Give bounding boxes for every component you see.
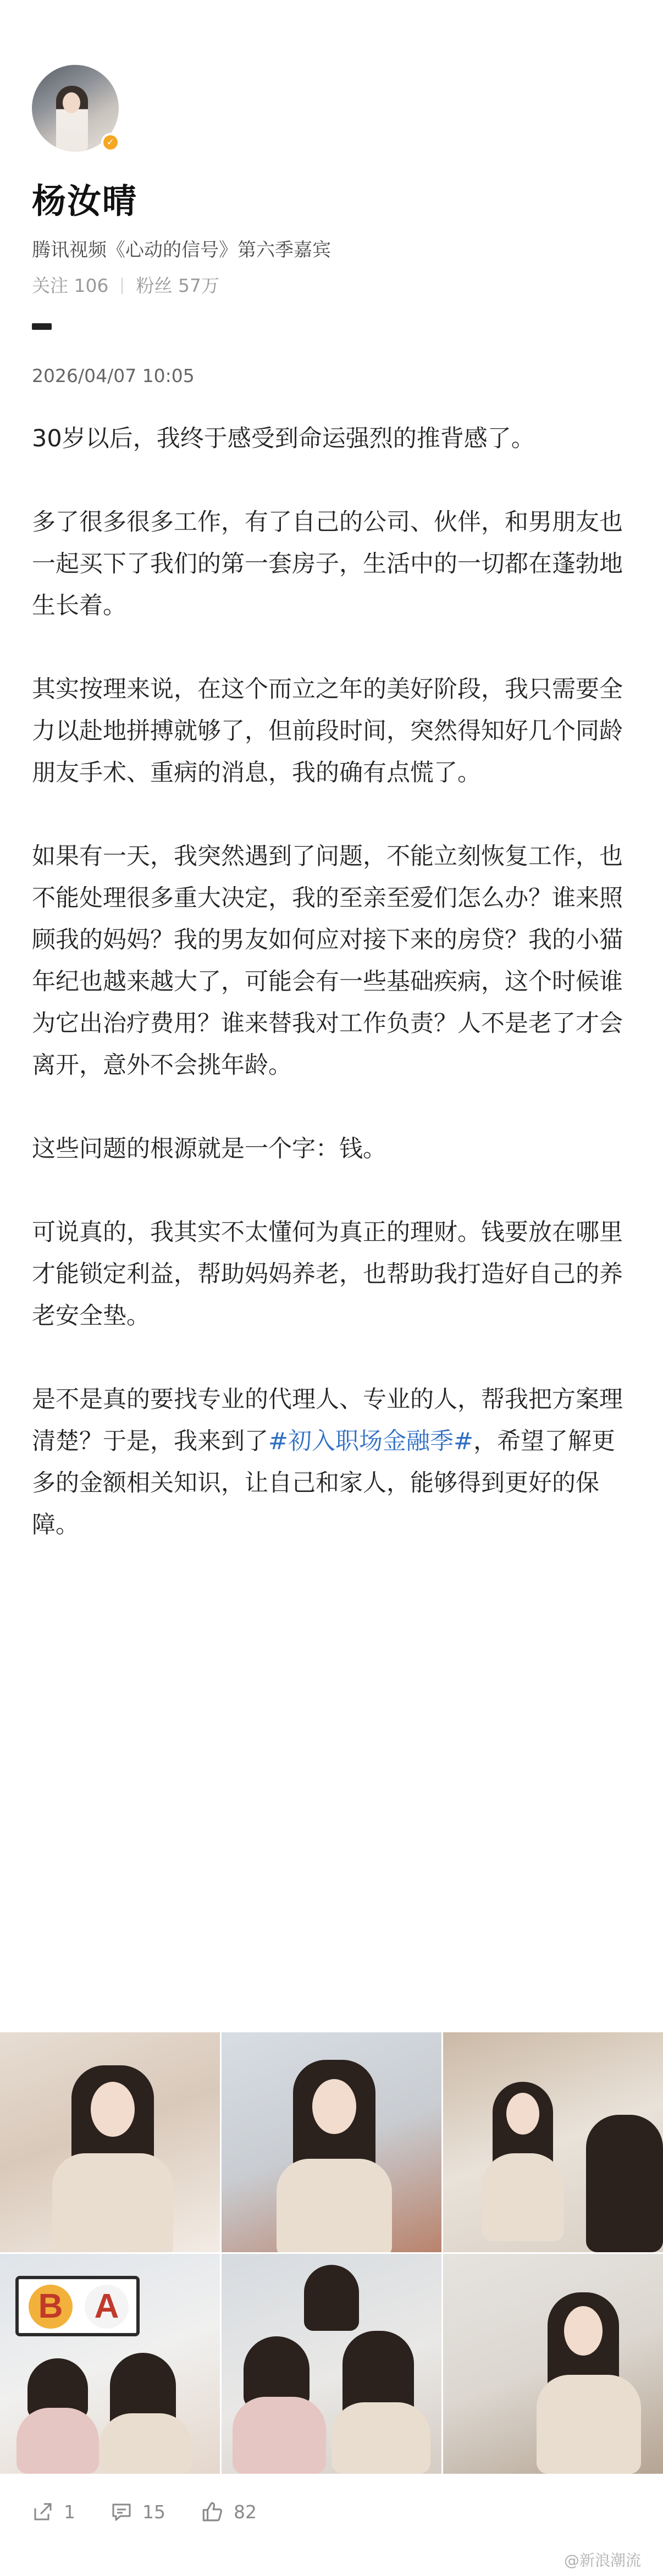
profile-stats: [32, 272, 637, 297]
photo-figure-coat: [52, 2153, 173, 2252]
photo-figure: [304, 2265, 359, 2331]
following-count[interactable]: 关注 106: [32, 275, 109, 296]
post-paragraph: 其实按理来说，在这个而立之年的美好阶段，我只需要全力以赴地拼搏就够了，但前段时间，突然得知好几个同龄朋友手术、重病的消息，我的确有点慌了。: [32, 676, 623, 787]
repost-button[interactable]: [32, 2501, 75, 2523]
photo-2[interactable]: [222, 2032, 441, 2252]
photo-6[interactable]: [443, 2254, 663, 2474]
paragraph-text: 是不是真的要找专业的代理人、专业的人，帮我把方案理清楚？于是，我来到了: [32, 1386, 623, 1455]
repost-count: 1: [64, 2501, 75, 2523]
profile-name[interactable]: 杨汝晴: [32, 181, 138, 221]
stats-divider: [121, 278, 123, 294]
source-watermark: @新浪潮流: [563, 2551, 641, 2569]
post-content: [32, 418, 631, 1588]
photo-4[interactable]: [0, 2254, 220, 2474]
like-count: 82: [234, 2501, 257, 2523]
photo-figure-coat: [277, 2159, 392, 2252]
photo-gallery: [0, 2032, 663, 2474]
comment-count: 15: [142, 2501, 165, 2523]
post-paragraph: 30岁以后，我终于感受到命运强烈的推背感了。: [32, 425, 535, 452]
photo-figure-face: [312, 2079, 356, 2134]
post-paragraph: 如果有一天，我突然遇到了问题，不能立刻恢复工作，也不能处理很多重大决定，我的至亲至爱们怎么办？谁来照顾我的妈妈？我的男友如何应对接下来的房贷？我的小猫年纪也越来越大了，可能会有一些基础疾病，这个时候谁为它出治疗费用？谁来替我对工作负责？人不是老了才会离开，意外不会挑年龄。: [32, 843, 623, 1079]
photo-1[interactable]: [0, 2032, 220, 2252]
sign-letter-b: B: [29, 2285, 73, 2329]
photo-figure-coat: [16, 2408, 99, 2474]
post-actions: [32, 2500, 292, 2523]
photo-figure-coat: [482, 2153, 564, 2241]
followers-count[interactable]: 粉丝 57万: [136, 275, 219, 296]
thumbs-up-icon: [201, 2500, 224, 2523]
comment-icon: [110, 2501, 132, 2523]
verification-text: 腾讯视频《心动的信号》第六季嘉宾: [32, 239, 331, 261]
repost-icon: [32, 2501, 54, 2523]
photo-figure-coat: [233, 2397, 326, 2474]
post-paragraph: 可说真的，我其实不太懂何为真正的理财。钱要放在哪里才能锁定利益，帮助妈妈养老，也帮助我打造好自己的养老安全垫。: [32, 1219, 623, 1330]
post-date: 2026/04/07 10:05: [32, 365, 195, 386]
photo-figure-back: [586, 2115, 663, 2252]
photo-figure-face: [506, 2093, 539, 2135]
photo-3[interactable]: [443, 2032, 663, 2252]
photo-5[interactable]: [222, 2254, 441, 2474]
photo-figure-face: [91, 2082, 135, 2137]
sign-letter-a: A: [85, 2285, 129, 2329]
photo-figure-coat: [537, 2375, 641, 2474]
post-paragraph-last: [32, 1379, 631, 1546]
photo-figure-coat: [99, 2413, 192, 2474]
hashtag-link[interactable]: #初入职场金融季#: [268, 1428, 474, 1455]
avatar-face: [63, 92, 80, 113]
paragraph-text: ，希望了解更多的金额相关知识，让自己和家人，能够得到更好的保障。: [32, 1428, 616, 1539]
photo-figure-coat: [332, 2402, 430, 2474]
post-paragraph: 这些问题的根源就是一个字：钱。: [32, 1135, 386, 1163]
ba-sign: [15, 2276, 140, 2336]
section-divider: [32, 323, 52, 330]
profile-header: [32, 65, 637, 297]
post-paragraph: 多了很多很多工作，有了自己的公司、伙伴，和男朋友也一起买下了我们的第一套房子，生活中的一切都在蓬勃地生长着。: [32, 508, 623, 620]
photo-figure-face: [564, 2306, 603, 2356]
verified-badge-icon: ✓: [101, 133, 120, 152]
like-button[interactable]: [201, 2500, 257, 2523]
comment-button[interactable]: [110, 2501, 165, 2523]
